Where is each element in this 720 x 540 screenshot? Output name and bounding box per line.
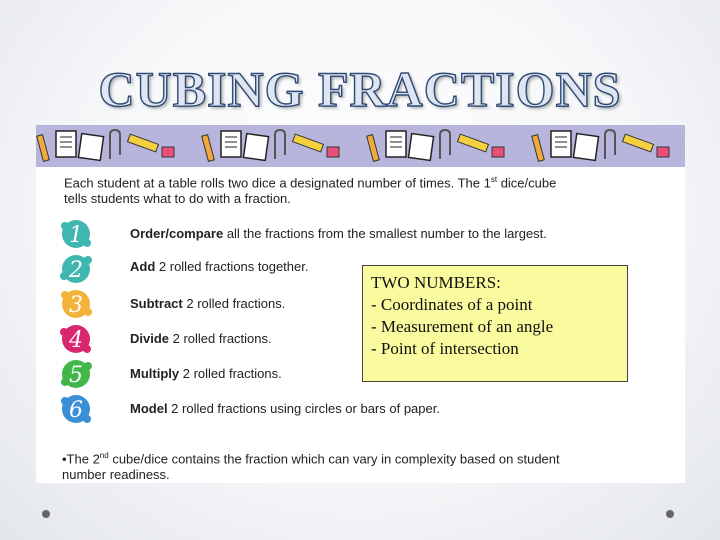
number-6-icon — [56, 392, 96, 426]
school-supplies-banner — [36, 125, 685, 167]
svg-text:1: 1 — [69, 223, 83, 248]
callout-item: - Coordinates of a point — [371, 295, 533, 314]
callout-item: - Measurement of an angle — [371, 317, 554, 336]
instructions-text: Each student at a table rolls two dice a designated number of times. The 1st dice/cube tells students what to do with a fraction. — [64, 175, 557, 207]
svg-text:5: 5 — [69, 363, 83, 388]
number-1-icon — [56, 217, 96, 251]
number-3-icon — [56, 287, 96, 321]
corner-dot-right — [666, 510, 674, 518]
step-4: 4 Divide 2 rolled fractions. — [56, 322, 676, 356]
callout-heading: TWO NUMBERS: — [371, 273, 501, 292]
slide-title: CUBING FRACTIONS — [98, 61, 622, 117]
number-5-icon — [56, 357, 96, 391]
callout-item: - Point of intersection — [371, 339, 519, 358]
step-1: 1 Order/compare all the fractions from the smallest number to the largest. — [56, 217, 676, 251]
second-cube-note: •The 2nd cube/dice contains the fraction which can vary in complexity based on student number readiness. — [62, 451, 560, 483]
step-6: 6 Model 2 rolled fractions using circles or bars of paper. — [56, 392, 676, 426]
svg-text:6: 6 — [69, 398, 83, 423]
svg-text:3: 3 — [69, 293, 83, 318]
two-numbers-callout — [362, 265, 628, 382]
step-5: 5 Multiply 2 rolled fractions. — [56, 357, 676, 391]
school-supplies-icon-row — [36, 125, 685, 167]
step-2: 2 Add 2 rolled fractions together. — [56, 252, 676, 286]
step-3: 3 Subtract 2 rolled fractions. — [56, 287, 676, 321]
number-2-icon — [56, 252, 96, 286]
svg-text:2: 2 — [69, 258, 83, 283]
number-4-icon — [56, 322, 96, 356]
corner-dot-left — [42, 510, 50, 518]
svg-text:4: 4 — [69, 328, 83, 353]
